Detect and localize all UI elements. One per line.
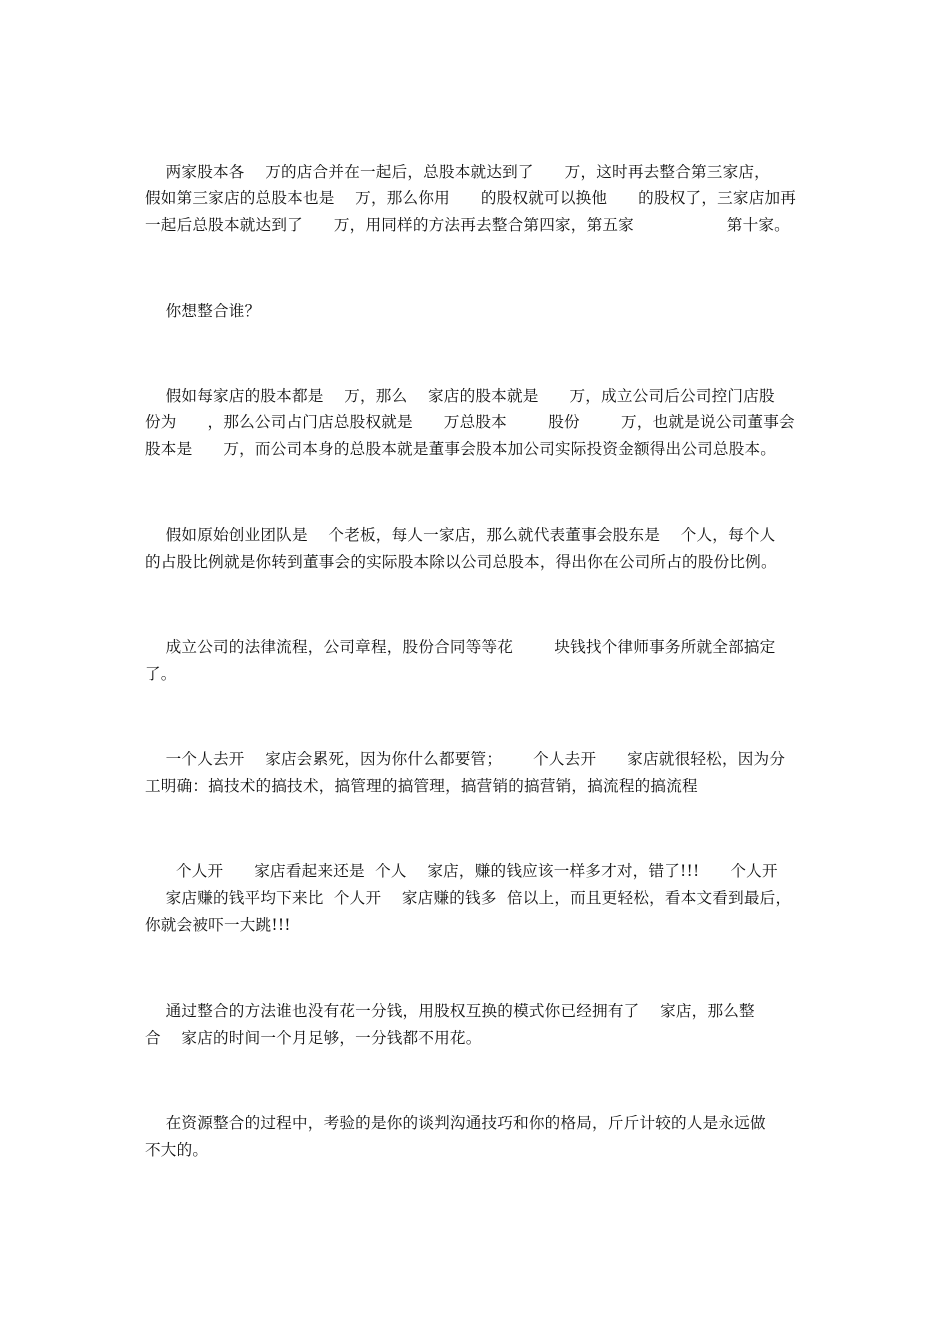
text-line: 假如原始创业团队是 个老板，每人一家店，那么就代表董事会股东是 个人，每个人	[145, 526, 776, 544]
text-line: 成立公司的法律流程，公司章程，股份合同等等花 块钱找个律师事务所就全部搞定	[145, 638, 776, 656]
text-line: 一个人去开 家店会累死，因为你什么都要管； 个人去开 家店就很轻松，因为分	[145, 750, 786, 768]
text-line: 不大的。	[145, 1141, 209, 1159]
text-line: 假如每家店的股本都是 万，那么 家店的股本就是 万，成立公司后公司控门店股	[145, 387, 775, 405]
text-line: 通过整合的方法谁也没有花一分钱，用股权互换的模式你已经拥有了 家店，那么整	[145, 1002, 755, 1020]
text-line: 股本是 万，而公司本身的总股本就是董事会股本加公司实际投资金额得出公司总股本。	[145, 440, 777, 458]
text-line: 一起后总股本就达到了 万，用同样的方法再去整合第四家，第五家 第十家。	[145, 216, 790, 234]
text-line: 你就会被吓一大跳!!!	[145, 916, 291, 934]
text-line: 份为 ，那么公司占门店总股权就是 万总股本 股份 万，也就是说公司董事会	[145, 413, 795, 431]
text-line: 的占股比例就是你转到董事会的实际股本除以公司总股本，得出你在公司所占的股份比例。	[145, 553, 777, 571]
text-line: 家店赚的钱平均下来比 个人开 家店赚的钱多 倍以上，而且更轻松，看本文看到最后，	[145, 889, 792, 907]
text-line: 合 家店的时间一个月足够，一分钱都不用花。	[145, 1029, 482, 1047]
text-line: 你想整合谁？	[145, 302, 261, 320]
text-line: 在资源整合的过程中，考验的是你的谈判沟通技巧和你的格局，斤斤计较的人是永远做	[145, 1114, 766, 1132]
text-line: 两家股本各 万的店合并在一起后，总股本就达到了 万，这时再去整合第三家店，	[145, 163, 770, 181]
text-line: 工明确：搞技术的搞技术，搞管理的搞管理，搞营销的搞营销，搞流程的搞流程	[145, 777, 698, 795]
text-line: 假如第三家店的总股本也是 万，那么你用 的股权就可以换他 的股权了，三家店加再	[145, 189, 797, 207]
text-line: 个人开 家店看起来还是 个人 家店，赚的钱应该一样多才对，错了!!! 个人开	[145, 862, 778, 880]
text-line: 了。	[145, 665, 177, 683]
